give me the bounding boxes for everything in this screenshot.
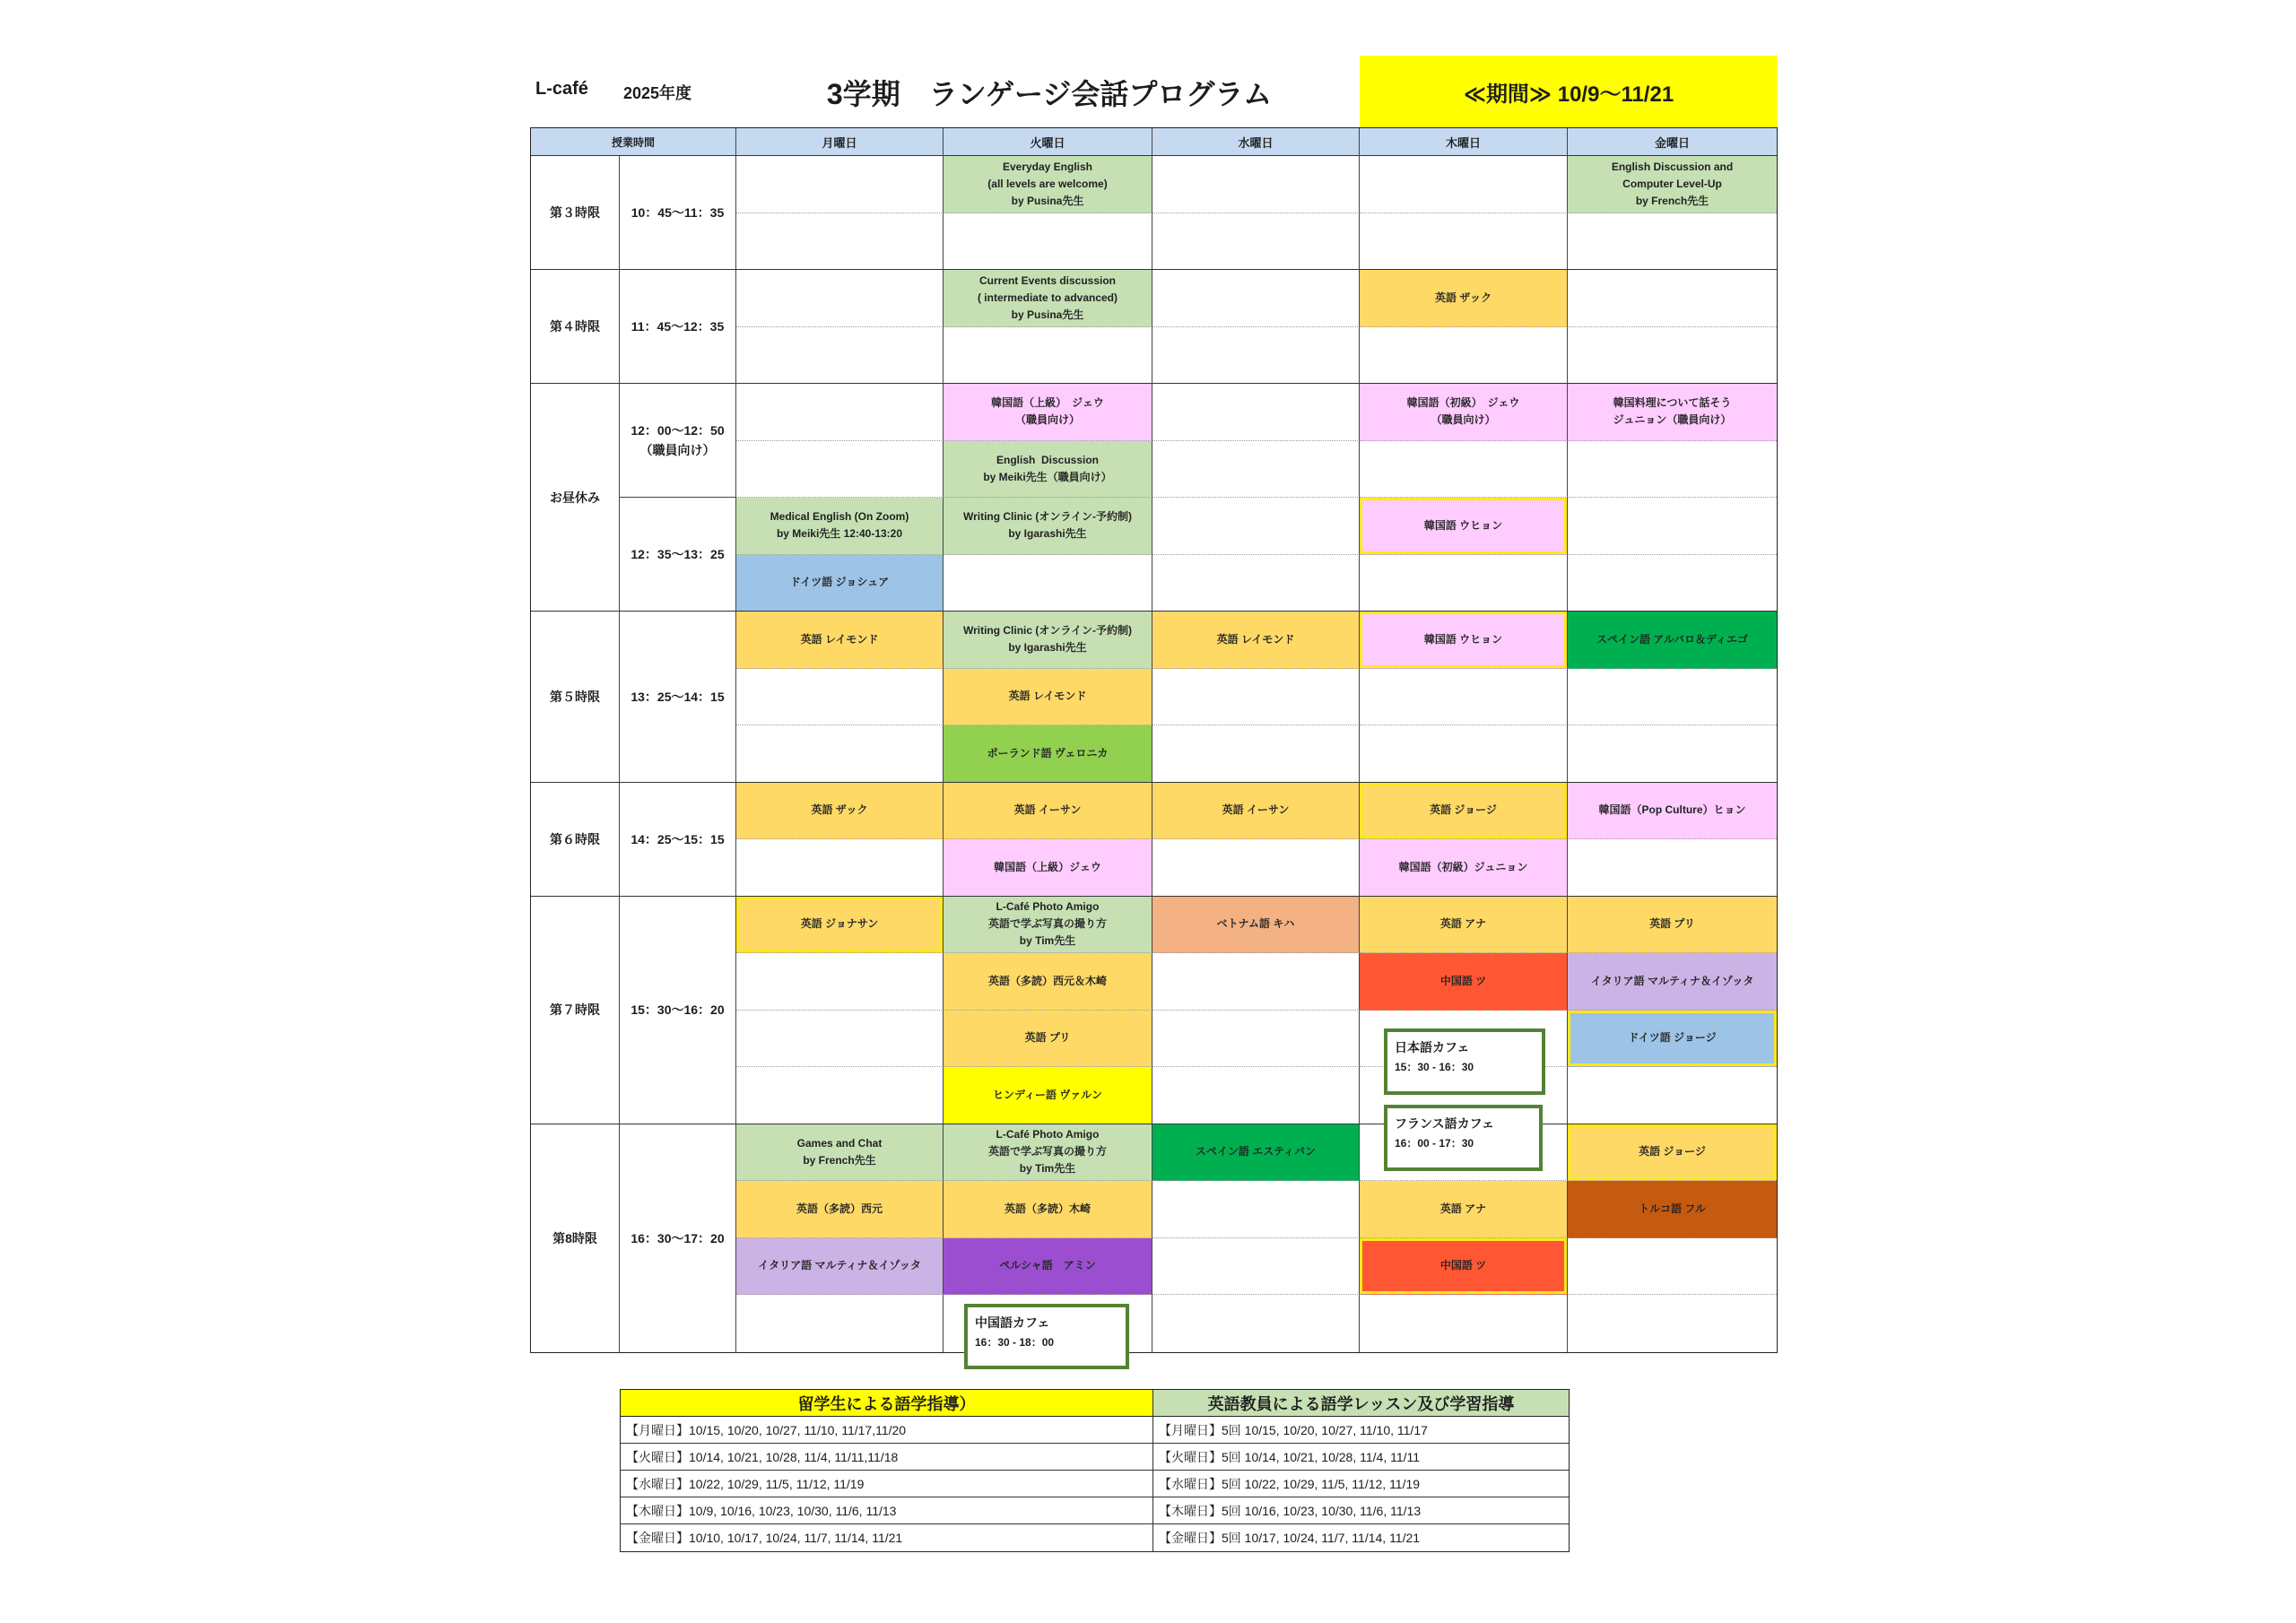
class-cell <box>736 1238 944 1296</box>
period-label: お昼休み <box>550 490 600 505</box>
time-text: 10：45～11：35 <box>631 205 725 220</box>
class-line: 中国語 ツ <box>1439 1259 1487 1272</box>
class-line: 英語 ジョージ <box>1430 803 1497 817</box>
class-cell <box>1360 612 1568 669</box>
class-cell <box>1360 897 1568 954</box>
class-cell <box>1568 156 1777 213</box>
empty-cell <box>1568 725 1777 783</box>
empty-cell <box>736 839 944 897</box>
class-cell <box>1568 384 1777 441</box>
class-line: Current Events discussion <box>978 273 1117 287</box>
cafe-time: 16：30 - 18：00 <box>975 1336 1055 1349</box>
class-line: Medical English (On Zoom) <box>770 510 909 524</box>
legend-cell: 【木曜日】10/9, 10/16, 10/23, 10/30, 11/6, 11/13 <box>621 1497 1153 1524</box>
cafe-box <box>1384 1105 1543 1171</box>
class-cell <box>944 612 1152 669</box>
period-label-cell <box>531 1124 620 1352</box>
class-cell <box>944 725 1152 783</box>
class-line: Games and Chat <box>796 1136 883 1150</box>
empty-cell <box>1152 669 1360 726</box>
time-slot-cell <box>620 156 736 270</box>
class-line: 英語で学ぶ写真の撮り方 <box>987 1145 1107 1159</box>
empty-cell <box>944 555 1152 612</box>
class-line: 英語で学ぶ写真の撮り方 <box>987 917 1107 931</box>
empty-cell <box>736 441 944 499</box>
class-cell <box>944 441 1152 499</box>
class-cell <box>944 897 1152 954</box>
empty-cell <box>1568 1238 1777 1296</box>
day-header-fri: 金曜日 <box>1568 128 1777 156</box>
class-cell <box>1152 897 1360 954</box>
class-line: by Pusina先生 <box>1011 194 1084 207</box>
class-line: Writing Clinic (オンライン-予約制) <box>962 624 1133 638</box>
cafe-name: 日本語カフェ <box>1395 1040 1470 1055</box>
empty-cell <box>736 156 944 213</box>
empty-cell <box>1568 555 1777 612</box>
class-line: Computer Level-Up <box>1622 177 1722 190</box>
class-line: イタリア語 マルティナ＆イゾッタ <box>758 1259 921 1272</box>
class-cell <box>1360 384 1568 441</box>
empty-cell <box>1568 327 1777 385</box>
class-line: 中国語 ツ <box>1439 974 1487 987</box>
day-header-tue: 火曜日 <box>944 128 1152 156</box>
empty-cell <box>1152 156 1360 213</box>
class-line: by Tim先生 <box>1019 934 1076 948</box>
class-cell <box>944 156 1152 213</box>
class-line: English Discussion and <box>1611 160 1734 173</box>
class-cell <box>944 498 1152 555</box>
empty-cell <box>1152 1181 1360 1238</box>
class-cell <box>736 897 944 954</box>
class-cell <box>944 1011 1152 1068</box>
page-title: 3学期 ランゲージ会話プログラム <box>826 78 1273 110</box>
class-line: 英語 アナ <box>1439 1202 1487 1215</box>
class-line: Everyday English <box>1002 160 1093 173</box>
time-slot-cell <box>620 384 736 498</box>
time-slot-cell <box>620 1124 736 1352</box>
empty-cell <box>944 213 1152 271</box>
empty-cell <box>736 1295 944 1352</box>
class-line: イタリア語 マルティナ＆イゾッタ <box>1590 974 1754 987</box>
class-line: ( intermediate to advanced) <box>977 291 1118 304</box>
class-cell <box>1360 1238 1568 1296</box>
class-line: ドイツ語 ジョージ <box>1628 1031 1717 1045</box>
class-cell <box>1568 897 1777 954</box>
time-text: 14：25～15：15 <box>631 831 725 846</box>
empty-cell <box>1568 213 1777 271</box>
empty-cell <box>1568 441 1777 499</box>
class-line: 韓国語（上級） ジェウ <box>991 396 1104 410</box>
class-line: 英語 ザック <box>811 803 868 817</box>
day-header-wed: 水曜日 <box>1152 128 1360 156</box>
class-line: ドイツ語 ジョシュア <box>789 576 890 589</box>
class-line: by French先生 <box>1635 194 1709 207</box>
class-line: by French先生 <box>803 1153 876 1167</box>
class-cell <box>944 669 1152 726</box>
time-text: 11：45～12：35 <box>631 319 725 334</box>
class-line: 英語 レイモンド <box>1008 690 1087 703</box>
empty-cell <box>1152 327 1360 385</box>
period-label-cell <box>531 783 620 897</box>
empty-cell <box>1360 669 1568 726</box>
empty-cell <box>1568 498 1777 555</box>
term-box <box>1360 56 1778 127</box>
legend-cell: 【火曜日】10/14, 10/21, 10/28, 11/4, 11/11,11/18 <box>621 1444 1153 1471</box>
day-header-mon: 月曜日 <box>736 128 944 156</box>
class-line: 英語 レイモンド <box>800 632 879 646</box>
class-line: by Meiki先生（職員向け） <box>983 470 1112 483</box>
empty-cell <box>1568 1295 1777 1352</box>
empty-cell <box>1360 555 1568 612</box>
cafe-time: 16：00 - 17：30 <box>1395 1137 1474 1150</box>
empty-cell <box>1152 725 1360 783</box>
cafe-time: 15：30 - 16：30 <box>1395 1061 1474 1073</box>
org-name: L-café <box>535 79 588 99</box>
class-line: スペイン語 アルバロ＆ディエゴ <box>1596 632 1749 646</box>
class-line: ヒンディー語 ヴァルン <box>993 1088 1102 1101</box>
class-line: 英語 レイモンド <box>1216 632 1295 646</box>
empty-cell <box>1568 839 1777 897</box>
timetable <box>530 127 1778 1353</box>
class-line: 英語（多読）西元 <box>796 1202 883 1215</box>
class-cell <box>736 1124 944 1182</box>
class-cell <box>1568 1011 1777 1068</box>
class-cell <box>1360 953 1568 1011</box>
class-line: 英語 ジョナサン <box>800 917 879 931</box>
empty-cell <box>736 669 944 726</box>
empty-cell <box>736 1067 944 1124</box>
class-cell <box>1568 783 1777 840</box>
class-line: （職員向け） <box>1014 413 1080 427</box>
period-label-cell <box>531 612 620 783</box>
empty-cell <box>1152 1067 1360 1124</box>
empty-cell <box>1568 270 1777 327</box>
header-class-time: 授業時間 <box>531 128 736 156</box>
class-cell <box>1360 839 1568 897</box>
schedule-legend <box>620 1389 1570 1552</box>
day-header-thu: 木曜日 <box>1360 128 1568 156</box>
class-cell <box>1568 1181 1777 1238</box>
time-note: （職員向け） <box>639 443 716 457</box>
class-line: 韓国料理について話そう <box>1613 396 1732 410</box>
time-slot-cell <box>620 897 736 1124</box>
empty-cell <box>1360 156 1568 213</box>
term-period-text: ≪期間≫ 10/9～11/21 <box>1463 82 1674 107</box>
period-label: 第8時限 <box>552 1230 597 1245</box>
class-line: by Igarashi先生 <box>1008 641 1087 655</box>
class-line: スペイン語 エスティバン <box>1195 1145 1317 1159</box>
class-line: L-Café Photo Amigo <box>996 900 1100 914</box>
class-line: 英語 ジョージ <box>1639 1145 1706 1159</box>
empty-cell <box>1152 213 1360 271</box>
period-label: 第７時限 <box>550 1002 600 1017</box>
empty-cell <box>1152 1295 1360 1352</box>
legend-cell: 【金曜日】5回 10/17, 10/24, 11/7, 11/14, 11/21 <box>1159 1531 1421 1545</box>
class-cell <box>736 612 944 669</box>
class-line: by Meiki先生 12:40-13:20 <box>776 527 903 541</box>
class-line: English Discussion <box>996 453 1100 466</box>
class-line: 韓国語（初級） ジェウ <box>1406 396 1520 410</box>
empty-cell <box>1360 213 1568 271</box>
class-line: ベトナム語 キハ <box>1216 917 1295 931</box>
time-text: 16：30～17：20 <box>631 1230 725 1245</box>
empty-cell <box>1360 725 1568 783</box>
empty-cell <box>1568 1067 1777 1124</box>
class-line: L-Café Photo Amigo <box>996 1128 1100 1141</box>
empty-cell <box>944 327 1152 385</box>
period-label: 第４時限 <box>550 319 600 334</box>
time-text: 13：25～14：15 <box>631 689 725 704</box>
legend-cell: 【木曜日】5回 10/16, 10/23, 10/30, 11/6, 11/13 <box>1153 1497 1569 1524</box>
empty-cell <box>736 1011 944 1068</box>
class-cell <box>1568 1124 1777 1182</box>
legend-cell: 【火曜日】5回 10/14, 10/21, 10/28, 11/4, 11/11 <box>1153 1444 1569 1471</box>
class-cell <box>736 1181 944 1238</box>
empty-cell <box>1568 669 1777 726</box>
period-label-cell <box>531 384 620 612</box>
empty-cell <box>1152 839 1360 897</box>
cafe-name: フランス語カフェ <box>1395 1116 1494 1131</box>
empty-cell <box>736 953 944 1011</box>
class-cell <box>944 1238 1152 1296</box>
legend-cell: 【水曜日】10/22, 10/29, 11/5, 11/12, 11/19 <box>621 1471 1153 1497</box>
class-cell <box>1360 783 1568 840</box>
class-line: 韓国語（上級）ジェウ <box>994 860 1101 873</box>
class-line: 韓国語（Pop Culture）ヒョン <box>1598 803 1746 817</box>
class-line: ペルシャ語 アミン <box>999 1259 1096 1272</box>
class-cell <box>944 1067 1152 1124</box>
class-line: Writing Clinic (オンライン-予約制) <box>962 510 1133 524</box>
empty-cell <box>736 327 944 385</box>
time-text: 12：35～13：25 <box>631 547 725 561</box>
empty-cell <box>1152 441 1360 499</box>
empty-cell <box>736 213 944 271</box>
empty-cell <box>1360 1295 1568 1352</box>
time-text: 12：00～12：50 <box>631 423 725 438</box>
class-cell <box>944 1181 1152 1238</box>
time-slot-cell <box>620 612 736 783</box>
class-cell <box>1360 498 1568 555</box>
class-line: ジュニョン（職員向け） <box>1613 413 1732 427</box>
legend-header-student-tutors: 留学生による語学指導） <box>621 1390 1153 1417</box>
period-label: 第６時限 <box>550 831 600 846</box>
time-text: 15：30～16：20 <box>631 1002 725 1017</box>
empty-cell <box>1152 555 1360 612</box>
class-cell <box>944 953 1152 1011</box>
empty-cell <box>1360 327 1568 385</box>
class-cell <box>944 270 1152 327</box>
class-cell <box>1152 783 1360 840</box>
empty-cell <box>736 725 944 783</box>
class-line: 韓国語 ウヒョン <box>1423 518 1503 532</box>
class-line: 韓国語（初級）ジュニョン <box>1398 860 1528 873</box>
class-line: トルコ語 フル <box>1639 1202 1706 1215</box>
class-cell <box>944 839 1152 897</box>
class-line: by Pusina先生 <box>1011 308 1084 321</box>
legend-cell: 【水曜日】5回 10/22, 10/29, 11/5, 11/12, 11/19 <box>1153 1471 1569 1497</box>
legend-header-english-teachers: 英語教員による語学レッスン及び学習指導 <box>1153 1390 1569 1417</box>
class-line: 英語 ザック <box>1434 291 1492 304</box>
class-line: ポーランド語 ヴェロニカ <box>987 746 1109 759</box>
class-cell <box>944 1124 1152 1182</box>
empty-cell <box>736 384 944 441</box>
class-cell <box>1152 612 1360 669</box>
class-line: by Igarashi先生 <box>1008 527 1087 541</box>
class-cell <box>1568 953 1777 1011</box>
class-line: 英語（多読）木崎 <box>1004 1202 1091 1215</box>
class-line: 英語 プリ <box>1649 917 1695 931</box>
cafe-box <box>964 1304 1129 1369</box>
legend-cell: 【月曜日】10/15, 10/20, 10/27, 11/10, 11/17,11/20 <box>621 1417 1153 1444</box>
time-slot-cell <box>620 270 736 384</box>
period-label: 第５時限 <box>550 689 600 704</box>
class-cell <box>944 783 1152 840</box>
empty-cell <box>736 270 944 327</box>
class-line: 英語 イーサン <box>1013 803 1082 817</box>
period-label-cell <box>531 897 620 1124</box>
class-line: (all levels are welcome) <box>987 177 1108 190</box>
class-cell <box>1360 1181 1568 1238</box>
time-slot-cell <box>620 498 736 612</box>
class-line: 英語 アナ <box>1439 917 1487 931</box>
empty-cell <box>1152 1238 1360 1296</box>
class-line: 英語 イーサン <box>1222 803 1290 817</box>
class-line: 英語 プリ <box>1024 1031 1071 1045</box>
empty-cell <box>1152 270 1360 327</box>
fiscal-year: 2025年度 <box>623 84 692 102</box>
empty-cell <box>1152 384 1360 441</box>
class-line: by Tim先生 <box>1019 1162 1076 1176</box>
empty-cell <box>1360 441 1568 499</box>
class-cell <box>736 783 944 840</box>
time-slot-cell <box>620 783 736 897</box>
cafe-box <box>1384 1028 1545 1095</box>
class-cell <box>1152 1124 1360 1182</box>
class-cell <box>736 498 944 555</box>
empty-cell <box>1152 1011 1360 1068</box>
class-cell <box>944 384 1152 441</box>
class-cell <box>1360 270 1568 327</box>
empty-cell <box>1152 953 1360 1011</box>
class-line: 英語（多読）西元＆木崎 <box>987 974 1107 987</box>
cafe-name: 中国語カフェ <box>975 1315 1050 1330</box>
class-line: （職員向け） <box>1431 413 1496 427</box>
period-label: 第３時限 <box>550 205 600 220</box>
class-cell <box>1568 612 1777 669</box>
legend-cell: 【金曜日】10/10, 10/17, 10/24, 11/7, 11/14, 11/21 <box>621 1524 1153 1551</box>
class-cell <box>736 555 944 612</box>
empty-cell <box>1152 498 1360 555</box>
legend-cell: 【月曜日】5回 10/15, 10/20, 10/27, 11/10, 11/17 <box>1153 1417 1569 1444</box>
class-line: 韓国語 ウヒョン <box>1423 632 1503 646</box>
period-label-cell <box>531 270 620 384</box>
period-label-cell <box>531 156 620 270</box>
